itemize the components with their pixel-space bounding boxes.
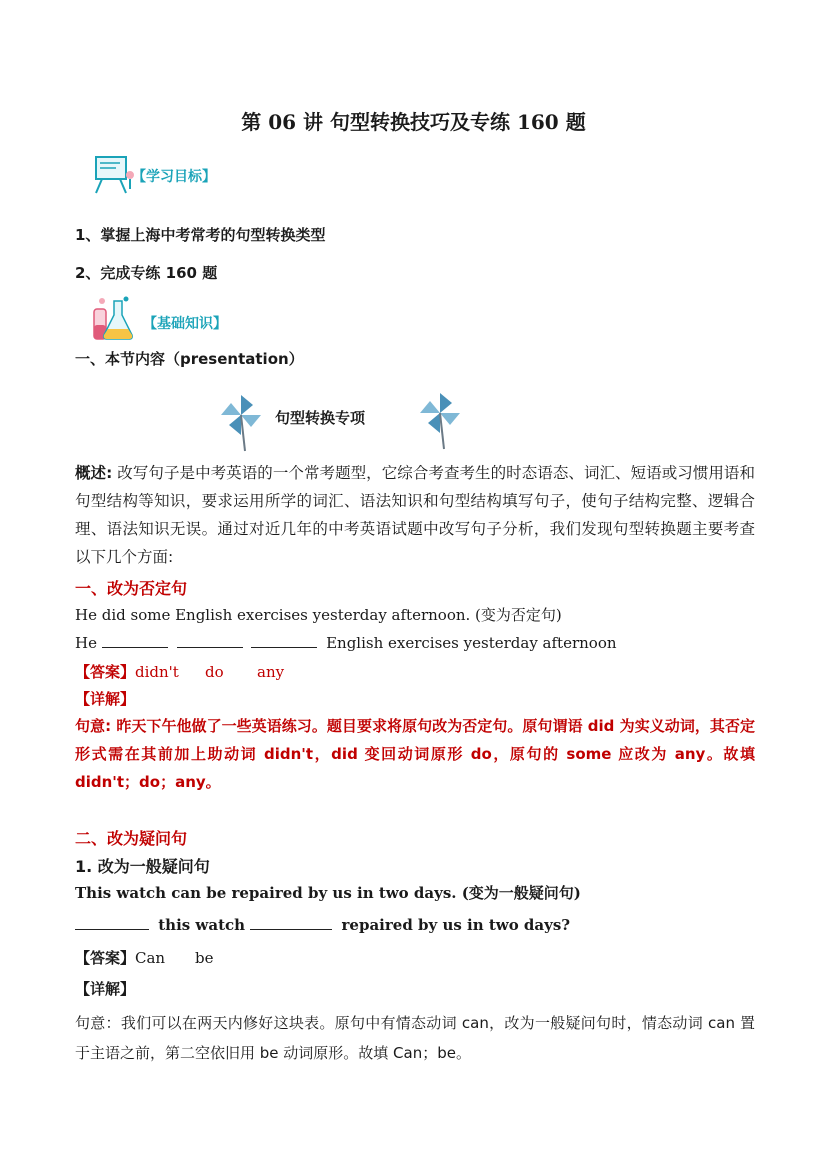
part2-heading: 二、改为疑问句 [75,829,188,848]
overview-paragraph [75,459,755,571]
part2-explain-label: 【详解】 [75,980,136,998]
part1-answer [75,661,284,682]
part2-answer [75,947,214,968]
overview-label: 概述: [75,464,113,482]
part1-explanation: 句意: 昨天下午他做了一些英语练习。题目要求将原句改为否定句。原句谓语 did 为实义动词，其否定形式需在其前加上助动词 didn't，did 变回动词原形 do，原句的 some 应改为 any。故填 didn't；do；any。 [75,717,755,791]
part2-fill-line [75,915,570,934]
blank-prefix: He [75,634,97,652]
part2-question: This watch can be repaired by us in two days. (变为一般疑问句) [75,884,581,902]
answer-value: Can [135,949,166,967]
answer-value: any [257,663,285,681]
part1-fill-line [75,633,617,652]
answer-blank[interactable] [251,633,317,648]
blank-suffix: English exercises yesterday afternoon [326,634,617,652]
part1-heading: 一、改为否定句 [75,579,188,598]
part2-explanation: 句意：我们可以在两天内修好这块表。原句中有情态动词 can，改为一般疑问句时，情态动词 can 置于主语之前，第二空依旧用 be 动词原形。故填 Can；be。 [75,1014,755,1062]
goal-item-2: 2、完成专练 160 题 [75,264,218,282]
basics-tag: 【基础知识】 [143,316,227,332]
blank-suffix: repaired by us in two days? [341,916,571,934]
answer-label: 【答案】 [75,949,136,967]
goals-tag: 【学习目标】 [132,169,216,185]
answer-value: didn't [135,663,179,681]
part2-subheading: 1. 改为一般疑问句 [75,857,210,876]
section-banner: 句型转换专项 [275,409,366,427]
answer-blank[interactable] [177,633,243,648]
blank-mid: this watch [158,916,246,934]
answer-blank[interactable] [250,915,332,930]
flask-icon [88,295,138,343]
pinwheel-icon [215,393,267,453]
page-title: 第 06 讲 句型转换技巧及专练 160 题 [241,110,586,134]
answer-value: do [205,663,224,681]
goal-item-1: 1、掌握上海中考常考的句型转换类型 [75,226,326,244]
answer-blank[interactable] [75,915,149,930]
pinwheel-icon [414,391,466,451]
answer-value: be [195,949,214,967]
whiteboard-icon [90,153,136,195]
section-heading-presentation: 一、本节内容（presentation） [75,350,304,368]
part1-explain-label: 【详解】 [75,690,136,708]
answer-blank[interactable] [102,633,168,648]
answer-label: 【答案】 [75,663,136,681]
part1-question: He did some English exercises yesterday afternoon. (变为否定句) [75,606,562,624]
overview-text: 改写句子是中考英语的一个常考题型，它综合考查考生的时态语态、词汇、短语或习惯用语和句型结构等知识，要求运用所学的词汇、语法知识和句型结构填写句子，使句子结构完整、逻辑合理、语法知识无误。通过对近几年的中考英语试题中改写句子分析，我们发现句型转换题主要考查以下几个方面: [75,464,755,566]
